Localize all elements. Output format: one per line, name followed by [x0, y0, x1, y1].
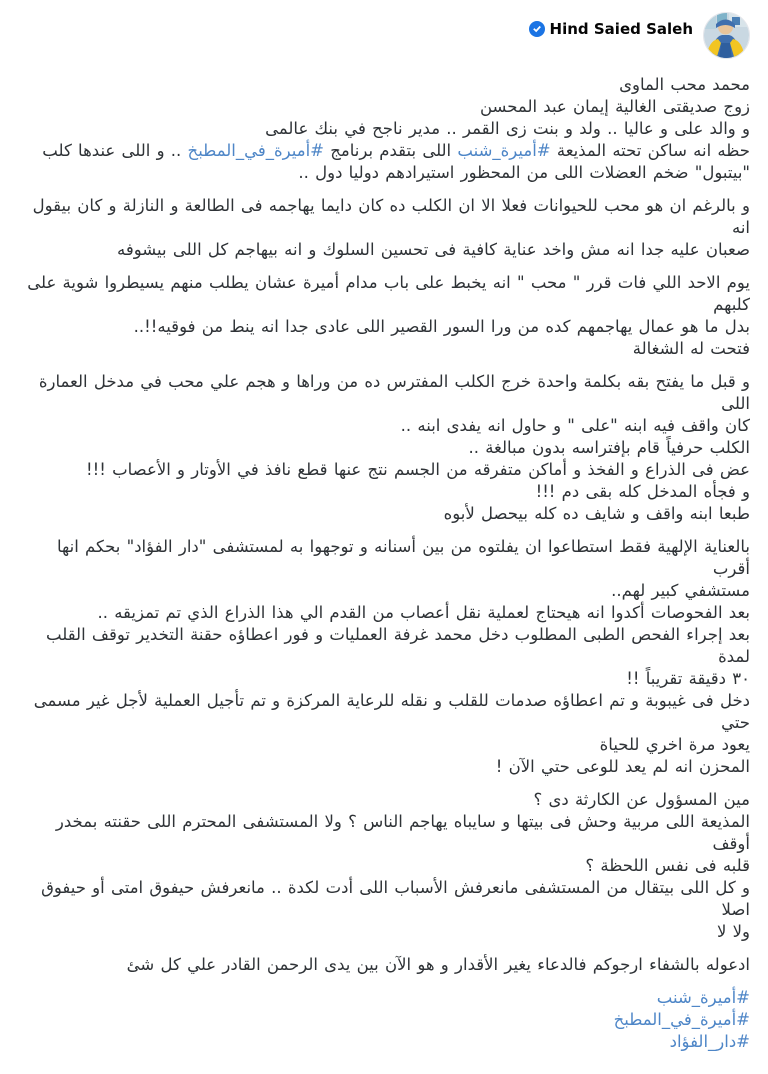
- post-text-line: صعبان عليه جدا انه مش واخد عناية كافية فى تحسين السلوك و انه بيهاجم كل اللى بيشوفه: [117, 240, 750, 259]
- post-text-line: فتحت له الشغالة: [632, 339, 750, 358]
- post-text-line: كان واقف فيه ابنه "على " و حاول انه يفدى ابنه ..: [400, 416, 750, 435]
- author-row: [529, 12, 693, 38]
- post-text-line: المحزن انه لم يعد للوعى حتي الآن !: [495, 757, 750, 776]
- avatar-image: [703, 13, 749, 59]
- post-paragraph: [16, 954, 750, 976]
- profile-avatar[interactable]: [703, 12, 750, 59]
- post-text-line: [16, 1031, 750, 1053]
- post-text-line: زوج صديقتى الغالية إيمان عبد المحسن: [479, 97, 750, 116]
- post-text-line: مستشفي كبير لهم..: [611, 581, 750, 600]
- hashtag-link[interactable]: #أميرة_في_المطبخ: [613, 1010, 750, 1029]
- post-paragraph: [16, 789, 750, 943]
- post-text-line: [16, 1009, 750, 1031]
- post-text-line: دخل فى غيبوبة و تم اعطاؤه صدمات للقلب و نقله للرعاية المركزة و تم تأجيل العملية لأجل غير مسمى حتي: [33, 691, 750, 732]
- post-text-line: يعود مرة اخري للحياة: [599, 735, 750, 754]
- post-paragraph: [16, 195, 750, 261]
- post-text-line: طبعا ابنه واقف و شايف ده كله بيحصل لأبوه: [443, 504, 750, 523]
- post-text-line: عض فى الذراع و الفخذ و أماكن متفرقه من الجسم نتج عنها قطع نافذ في الأوتار و الأعصاب !!!: [86, 460, 750, 479]
- post-text-line: المذيعة اللى مربية وحش فى بيتها و سايباه يهاجم الناس ؟ ولا المستشفى المحترم اللى حقنته بمخدر أوقف: [55, 812, 750, 853]
- post-text-line: [16, 987, 750, 1009]
- post-text-line: و فجأه المدخل كله بقى دم !!!: [535, 482, 750, 501]
- post-text-line: قلبه فى نفس اللحظة ؟: [585, 856, 750, 875]
- post-text-line: ٣٠ دقيقة تقريباً !!: [626, 669, 750, 688]
- post-text-line: مين المسؤول عن الكارثة دى ؟: [533, 790, 750, 809]
- post-text-line: محمد محب الماوى: [619, 75, 750, 94]
- post-text-line: ولا لا: [716, 922, 750, 941]
- post-text-line: و كل اللى بيتقال من المستشفى مانعرفش الأسباب اللى أدت لكدة .. مانعرفش حيفوق امتى أو حيفوق اصلا: [41, 878, 750, 919]
- hashtag-link[interactable]: #دار_الفؤاد: [669, 1032, 750, 1051]
- verified-badge-icon: [529, 21, 545, 37]
- post-paragraph: [16, 371, 750, 525]
- post-text-line: بدل ما هو عمال يهاجمهم كده من ورا السور القصير اللى عادى جدا انه ينط من فوقيه!!..: [133, 317, 750, 336]
- post-paragraph: [16, 987, 750, 1053]
- post-text-line: و قبل ما يفتح بقه بكلمة واحدة خرج الكلب المفترس ده من وراها و هجم علي محب في مدخل العمارة اللى: [38, 372, 750, 413]
- post-text-line: ادعوله بالشفاء ارجوكم فالدعاء يغير الأقدار و هو الآن بين يدى الرحمن القادر علي كل شئ: [126, 955, 750, 974]
- post-text-line: يوم الاحد اللي فات قرر " محب " انه يخبط على باب مدام أميرة عشان يطلب منهم يسيطروا شوية على كلبهم: [27, 273, 750, 314]
- hashtag-link[interactable]: #أميرة_شنب: [457, 141, 551, 160]
- hashtag-link[interactable]: #أميرة_في_المطبخ: [187, 141, 324, 160]
- post-text-line: "بيتبول" ضخم العضلات اللى من المحظور استيرادهم دوليا دول ..: [298, 163, 750, 182]
- post-paragraph: [16, 272, 750, 360]
- post-text-line: بعد الفحوصات أكدوا انه هيحتاج لعملية نقل أعصاب من القدم الي هذا الذراع الذي تم تمزيقه ..: [97, 603, 750, 622]
- post-text-line: الكلب حرفياً قام بإفتراسه بدون مبالغة ..: [468, 438, 750, 457]
- post-body: [8, 66, 758, 1053]
- author-name[interactable]: Hind Saied Saleh: [549, 20, 693, 38]
- hashtag-link[interactable]: #أميرة_شنب: [656, 988, 750, 1007]
- post-text-line: و والد على و عاليا .. ولد و بنت زى القمر .. مدير ناجح في بنك عالمى: [265, 119, 750, 138]
- post-text-line: و بالرغم ان هو محب للحيوانات فعلا الا ان الكلب ده كان دايما يهاجمه فى الطالعة و النازلة و كان بيقول انه: [32, 196, 750, 237]
- post-text-line: حظه انه ساكن تحته المذيعة #أميرة_شنب اللى بتقدم برنامج #أميرة_في_المطبخ .. و اللى عندها كلب: [42, 141, 750, 160]
- post-text-line: بعد إجراء الفحص الطبى المطلوب دخل محمد غرفة العمليات و فور اعطاؤه حقنة التخدير توقف القلب لمدة: [46, 625, 750, 666]
- post-paragraph: [16, 74, 750, 184]
- post-text-line: بالعناية الإلهية فقط استطاعوا ان يفلتوه من بين أسنانه و توجهوا به لمستشفى "دار الفؤاد" بحكم انها أقرب: [56, 537, 750, 578]
- post-paragraph: [16, 536, 750, 778]
- post-header: [8, 10, 758, 66]
